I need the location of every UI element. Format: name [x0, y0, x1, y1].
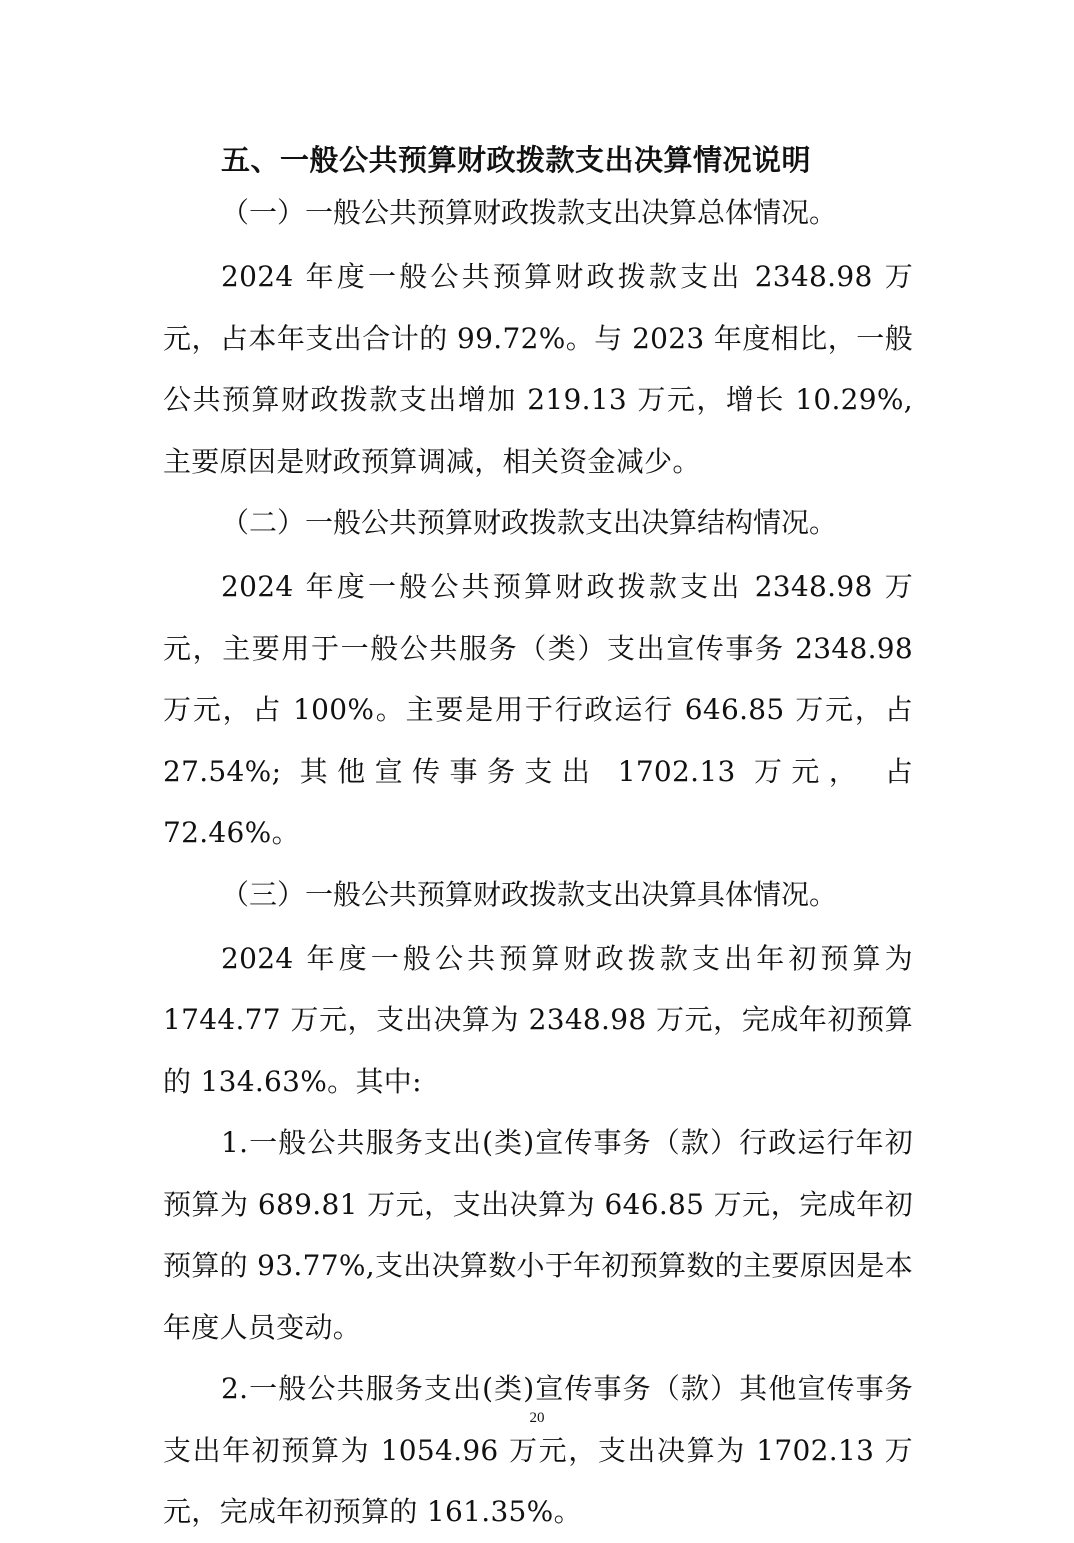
section-title: 五、一般公共预算财政拨款支出决算情况说明	[221, 143, 812, 177]
paragraph-structure: 2024 年度一般公共预算财政拨款支出 2348.98 万元，主要用于一般公共服务（类）支出宣传事务 2348.98 万元，占 100%。主要是用于行政运行 646.85 万元，占 27.54%; 其他宣传事务支出 1702.13 万元， 占 72.46%。	[163, 570, 913, 849]
subsection-heading-2: （二）一般公共预算财政拨款支出决算结构情况。	[221, 506, 838, 539]
subsection-heading-1: （一）一般公共预算财政拨款支出决算总体情况。	[221, 196, 838, 229]
page-number: 20	[529, 1410, 545, 1426]
paragraph-overall: 2024 年度一般公共预算财政拨款支出 2348.98 万元，占本年支出合计的 99.72%。与 2023 年度相比，一般公共预算财政拨款支出增加 219.13 万元，增长 10.29%,主要原因是财政预算调减，相关资金减少。	[163, 260, 913, 478]
paragraph-item-2: 2.一般公共服务支出(类)宣传事务（款）其他宣传事务支出年初预算为 1054.96 万元，支出决算为 1702.13 万元，完成年初预算的 161.35%。	[163, 1372, 913, 1528]
paragraph-item-1: 1.一般公共服务支出(类)宣传事务（款）行政运行年初预算为 689.81 万元，支出决算为 646.85 万元，完成年初预算的 93.77%,支出决算数小于年初预算数的主要原因是本年度人员变动。	[163, 1126, 913, 1344]
paragraph-details: 2024 年度一般公共预算财政拨款支出年初预算为 1744.77 万元，支出决算为 2348.98 万元，完成年初预算的 134.63%。其中:	[163, 941, 913, 1098]
subsection-heading-3: （三）一般公共预算财政拨款支出决算具体情况。	[221, 877, 838, 911]
page-content	[163, 134, 913, 1543]
